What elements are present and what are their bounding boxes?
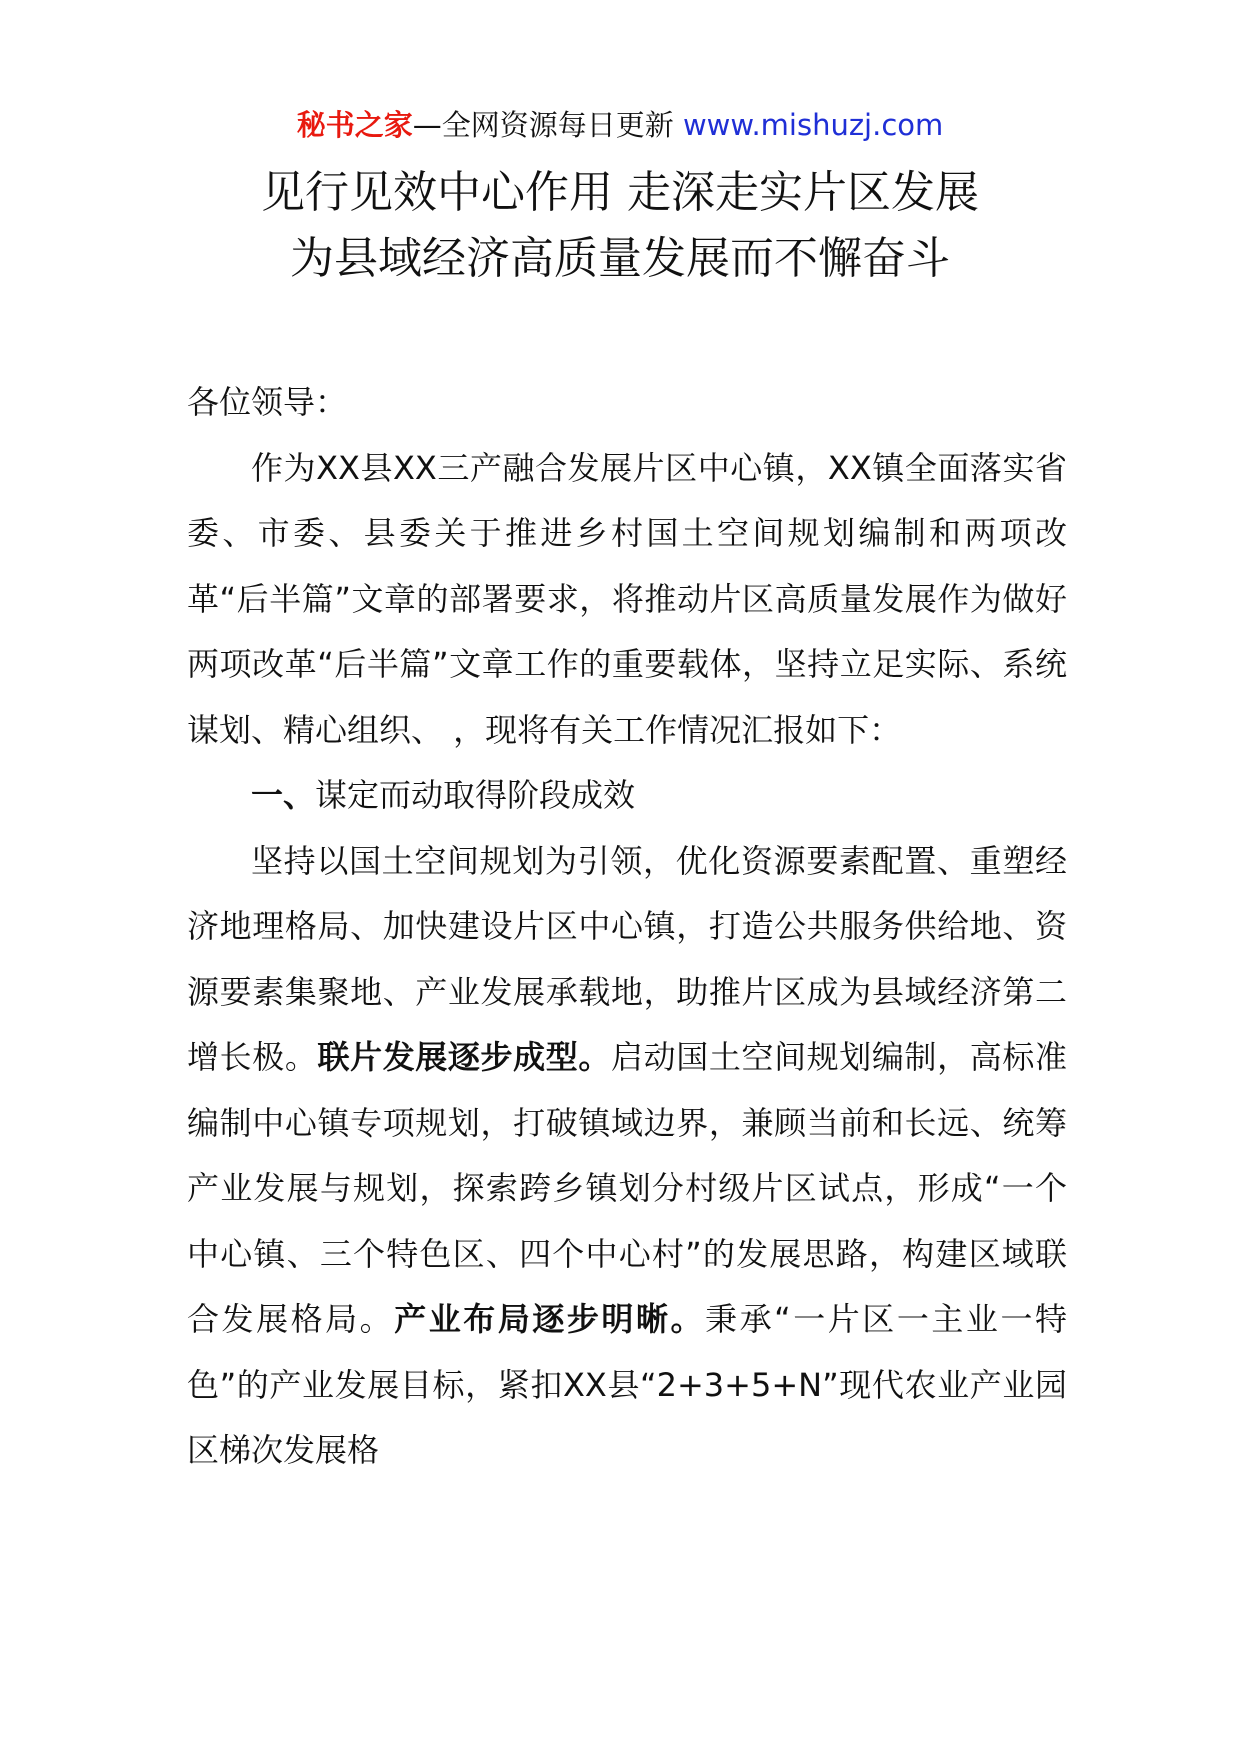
header-slogan: —全网资源每日更新 <box>412 108 683 142</box>
bold-lead-2: 产业布局逐步明晰。 <box>394 1300 706 1338</box>
document-body <box>187 370 1067 1484</box>
site-header <box>0 100 1240 150</box>
para-text-2: 启动国土空间规划编制，高标准编制中心镇专项规划，打破镇域边界，兼顾当前和长远、统筹产业发展与规划，探索跨乡镇划分村级片区试点，形成“一个中心镇、三个特色区、四个中心村”的发展思路，构建区域联合发展格局。 <box>187 1038 1067 1338</box>
section-heading-1 <box>187 763 1067 829</box>
site-url: www.mishuzj.com <box>682 108 944 142</box>
intro-paragraph: 作为XX县XX三产融合发展片区中心镇，XX镇全面落实省委、市委、县委关于推进乡村国土空间规划编制和两项改革“后半篇”文章的部署要求，将推动片区高质量发展作为做好两项改革“后半篇”文章工作的重要载体，坚持立足实际、系统谋划、精心组织、 ，现将有关工作情况汇报如下： <box>187 448 1067 749</box>
title-line-2: 为县域经济高质量发展而不懈奋斗 <box>290 233 950 284</box>
brand-name: 秘书之家 <box>296 108 413 142</box>
section-1-paragraph <box>187 829 1067 1484</box>
section-number: 一、 <box>251 776 316 814</box>
title-line-1: 见行见效中心作用 走深走实片区发展 <box>261 167 979 218</box>
para-text-1: 坚持以国土空间规划为引领，优化资源要素配置、重塑经济地理格局、加快建设片区中心镇，打造公共服务供给地、资源要素集聚地、产业发展承载地，助推片区成为县域经济第二增长极。 <box>187 841 1067 1076</box>
section-title: 谋定而动取得阶段成效 <box>315 776 636 814</box>
greeting: 各位领导： <box>187 383 348 421</box>
document-title <box>0 160 1240 292</box>
para-text-3: 秉承“一片区一主业一特色”的产业发展目标，紧扣XX县“2+3+5+N”现代农业产业园区梯次发展格 <box>187 1300 1067 1469</box>
bold-lead-1: 联片发展逐步成型。 <box>317 1038 611 1076</box>
